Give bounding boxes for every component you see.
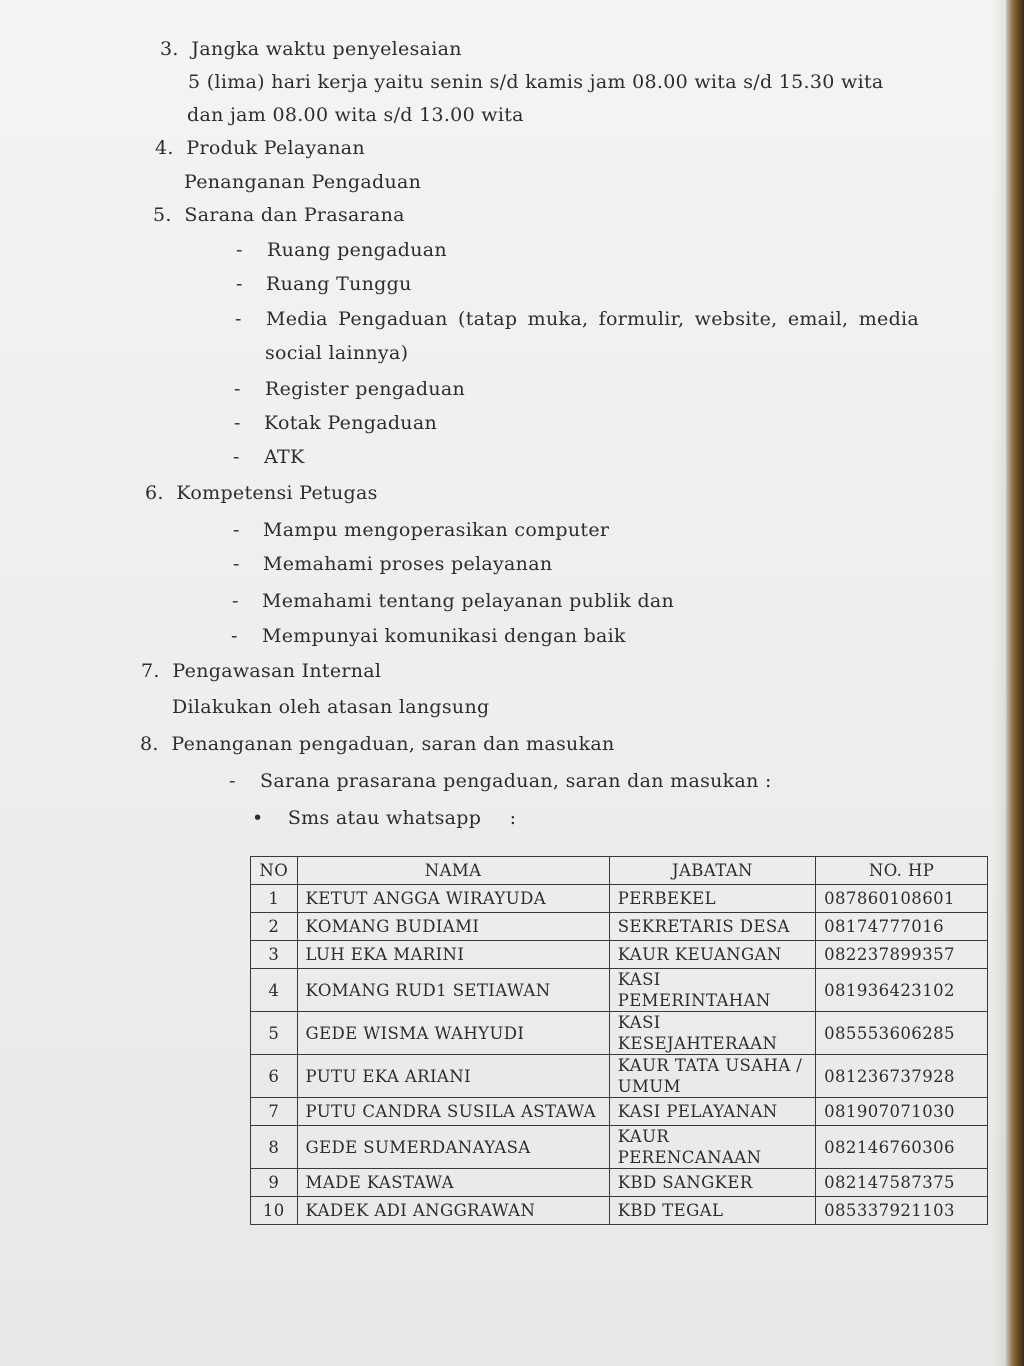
bullet-point-colon: :	[509, 807, 517, 829]
table-row	[251, 1012, 988, 1055]
cell-no: 7	[251, 1098, 298, 1126]
cell-no: 3	[251, 941, 298, 969]
cell-jabatan: KAUR PERENCANAAN	[609, 1126, 815, 1169]
item-6-heading	[145, 482, 378, 504]
cell-nama: LUH EKA MARINI	[297, 941, 609, 969]
item-8-heading	[140, 733, 615, 755]
table-header-row	[251, 857, 988, 885]
cell-no: 6	[251, 1055, 298, 1098]
table-row	[251, 941, 988, 969]
cell-jabatan: KASI PEMERINTAHAN	[609, 969, 815, 1012]
page-edge-shadow	[992, 0, 1006, 1366]
background-edge	[1006, 0, 1024, 1366]
cell-no-hp: 082146760306	[816, 1126, 988, 1169]
bullet-item: - Register pengaduan	[234, 378, 466, 400]
cell-no-hp: 087860108601	[816, 885, 988, 913]
bullet-item: - Ruang pengaduan	[236, 239, 447, 261]
item-5-heading	[153, 204, 405, 226]
cell-nama: KOMANG BUDIAMI	[297, 913, 609, 941]
cell-nama: KOMANG RUD1 SETIAWAN	[297, 969, 609, 1012]
table-row	[251, 1098, 988, 1126]
bullet-item: - ATK	[233, 446, 305, 468]
cell-no: 8	[251, 1126, 298, 1169]
cell-no: 2	[251, 913, 298, 941]
cell-nama: KADEK ADI ANGGRAWAN	[297, 1197, 609, 1225]
cell-no: 4	[251, 969, 298, 1012]
cell-jabatan: KBD TEGAL	[609, 1197, 815, 1225]
bullet-dot-icon: •	[252, 807, 264, 829]
cell-jabatan: KASI KESEJAHTERAAN	[609, 1012, 815, 1055]
item-title: Penanganan pengaduan, saran dan masukan	[171, 733, 615, 755]
cell-no: 10	[251, 1197, 298, 1225]
bullet-item: - Mempunyai komunikasi dengan baik	[231, 625, 626, 647]
item-3-heading	[160, 38, 462, 60]
cell-jabatan: KAUR TATA USAHA / UMUM	[609, 1055, 815, 1098]
item-title: Pengawasan Internal	[172, 660, 382, 682]
cell-no: 9	[251, 1169, 298, 1197]
item-7-body-line: Dilakukan oleh atasan langsung	[172, 696, 490, 718]
item-number: 3.	[160, 38, 179, 60]
cell-no-hp: 085553606285	[816, 1012, 988, 1055]
bullet-point	[252, 807, 516, 829]
cell-nama: GEDE WISMA WAHYUDI	[297, 1012, 609, 1055]
table-row	[251, 1126, 988, 1169]
cell-jabatan: KASI PELAYANAN	[609, 1098, 815, 1126]
bullet-item-continuation: social lainnya)	[265, 342, 409, 364]
item-3-body-line: dan jam 08.00 wita s/d 13.00 wita	[187, 104, 524, 126]
bullet-item: - Memahami tentang pelayanan publik dan	[232, 590, 675, 612]
table-row	[251, 1169, 988, 1197]
header-no: NO	[251, 857, 298, 885]
item-number: 6.	[145, 482, 164, 504]
item-title: Kompetensi Petugas	[176, 482, 378, 504]
cell-nama: MADE KASTAWA	[297, 1169, 609, 1197]
item-4-heading	[155, 137, 365, 159]
cell-no-hp: 082237899357	[816, 941, 988, 969]
table-row	[251, 969, 988, 1012]
header-jabatan: JABATAN	[609, 857, 815, 885]
item-number: 4.	[155, 137, 174, 159]
cell-no-hp: 085337921103	[816, 1197, 988, 1225]
cell-no-hp: 081236737928	[816, 1055, 988, 1098]
bullet-item: - Ruang Tunggu	[236, 273, 412, 295]
cell-no-hp: 081907071030	[816, 1098, 988, 1126]
cell-nama: GEDE SUMERDANAYASA	[297, 1126, 609, 1169]
cell-nama: KETUT ANGGA WIRAYUDA	[297, 885, 609, 913]
table-row	[251, 913, 988, 941]
item-title: Jangka waktu penyelesaian	[191, 38, 462, 60]
item-number: 8.	[140, 733, 159, 755]
cell-nama: PUTU CANDRA SUSILA ASTAWA	[297, 1098, 609, 1126]
cell-jabatan: KBD SANGKER	[609, 1169, 815, 1197]
cell-no-hp: 081936423102	[816, 969, 988, 1012]
item-4-body-line: Penanganan Pengaduan	[184, 171, 422, 193]
cell-no: 5	[251, 1012, 298, 1055]
bullet-item: - Memahami proses pelayanan	[233, 553, 553, 575]
item-7-heading	[141, 660, 381, 682]
cell-no-hp: 08174777016	[816, 913, 988, 941]
cell-nama: PUTU EKA ARIANI	[297, 1055, 609, 1098]
bullet-point-label: Sms atau whatsapp	[287, 807, 482, 829]
sub-item: - Sarana prasarana pengaduan, saran dan masukan :	[229, 770, 772, 792]
item-number: 5.	[153, 204, 172, 226]
cell-jabatan: KAUR KEUANGAN	[609, 941, 815, 969]
item-3-body-line: 5 (lima) hari kerja yaitu senin s/d kamis jam 08.00 wita s/d 15.30 wita	[188, 71, 884, 93]
table-row	[251, 1197, 988, 1225]
cell-no-hp: 082147587375	[816, 1169, 988, 1197]
bullet-item: - Media Pengaduan (tatap muka, formulir, website, email, media	[235, 308, 920, 330]
item-title: Sarana dan Prasarana	[184, 204, 405, 226]
item-number: 7.	[141, 660, 160, 682]
header-nama: NAMA	[297, 857, 609, 885]
bullet-item: - Mampu mengoperasikan computer	[233, 519, 610, 541]
contact-table	[250, 856, 988, 1225]
header-no-hp: NO. HP	[816, 857, 988, 885]
cell-jabatan: PERBEKEL	[609, 885, 815, 913]
bullet-item: - Kotak Pengaduan	[234, 412, 438, 434]
table-row	[251, 1055, 988, 1098]
cell-no: 1	[251, 885, 298, 913]
item-title: Produk Pelayanan	[186, 137, 365, 159]
table-row	[251, 885, 988, 913]
cell-jabatan: SEKRETARIS DESA	[609, 913, 815, 941]
